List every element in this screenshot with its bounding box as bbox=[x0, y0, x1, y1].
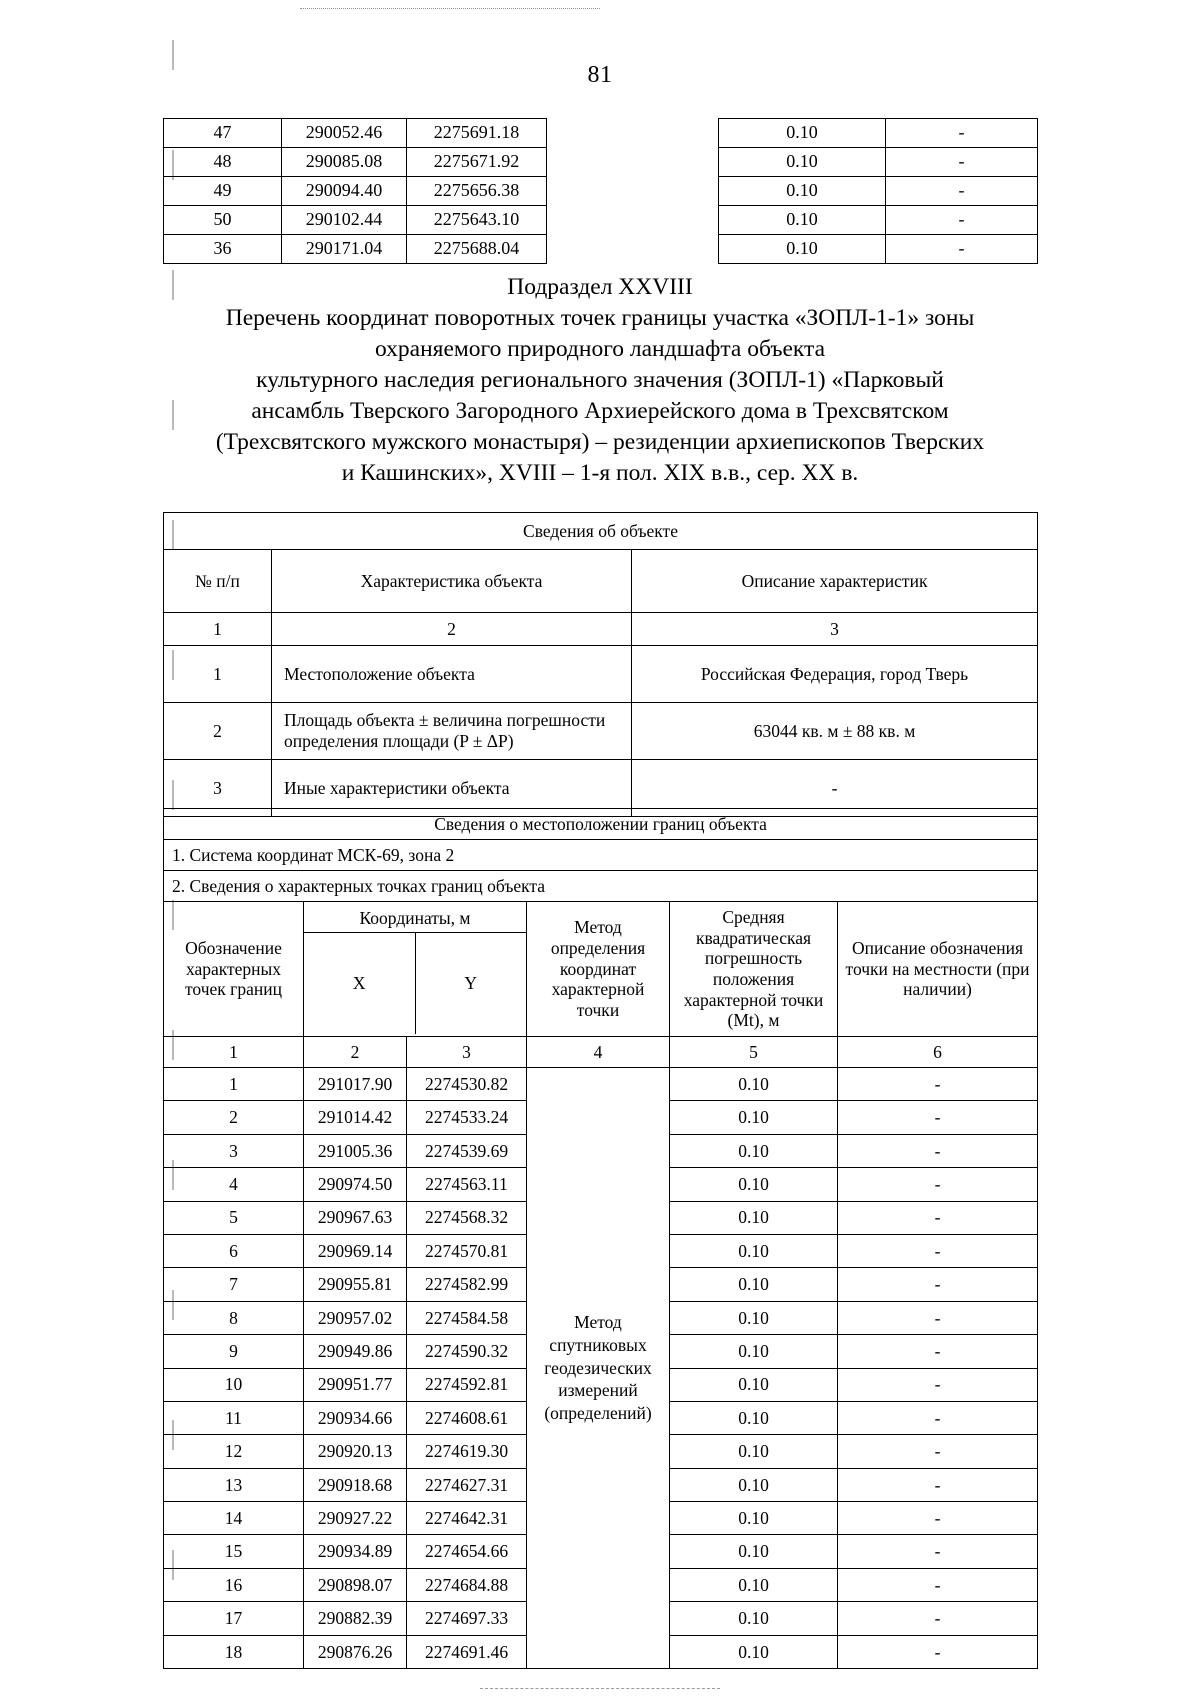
coord-y: 2275643.10 bbox=[407, 206, 547, 235]
coord-x: 290085.08 bbox=[282, 148, 407, 177]
coord-y: 2274590.32 bbox=[407, 1335, 527, 1368]
point-description: - bbox=[838, 1568, 1038, 1601]
col-header-description: Описание обозначения точки на местности (при наличии) bbox=[838, 902, 1038, 1037]
table-header-row bbox=[164, 550, 1038, 613]
col-header-y: Y bbox=[464, 973, 478, 994]
method-cell bbox=[547, 206, 719, 235]
coord-y: 2274582.99 bbox=[407, 1268, 527, 1301]
heading-line-1: Перечень координат поворотных точек границы участка «ЗОПЛ-1-1» зоны bbox=[225, 305, 975, 331]
point-number: 8 bbox=[164, 1301, 304, 1334]
point-description: - bbox=[838, 1535, 1038, 1568]
row-characteristic: Площадь объекта ± величина погрешности определения площади (P ± ΔP) bbox=[272, 703, 632, 760]
col-header-method: Метод определения координат характерной точки bbox=[527, 902, 670, 1037]
table-row bbox=[164, 177, 1038, 206]
col-index-5: 5 bbox=[670, 1037, 838, 1068]
coord-x: 290934.89 bbox=[304, 1535, 407, 1568]
scan-artifact-dots bbox=[300, 8, 600, 9]
col-header-x: X bbox=[304, 933, 416, 1034]
point-number: 10 bbox=[164, 1368, 304, 1401]
table-row bbox=[164, 206, 1038, 235]
coord-x: 290927.22 bbox=[304, 1502, 407, 1535]
mt-value: 0.10 bbox=[670, 1134, 838, 1167]
point-description: - bbox=[886, 119, 1038, 148]
point-number: 49 bbox=[164, 177, 282, 206]
table-title-row bbox=[164, 513, 1038, 550]
point-number: 18 bbox=[164, 1635, 304, 1668]
coord-y: 2275688.04 bbox=[407, 235, 547, 264]
mt-value: 0.10 bbox=[670, 1435, 838, 1468]
point-description: - bbox=[886, 177, 1038, 206]
mt-value: 0.10 bbox=[719, 177, 886, 206]
coord-x: 290882.39 bbox=[304, 1602, 407, 1635]
point-description: - bbox=[838, 1068, 1038, 1101]
point-number: 13 bbox=[164, 1468, 304, 1501]
row-no: 3 bbox=[164, 760, 272, 817]
mt-value: 0.10 bbox=[670, 1335, 838, 1368]
characteristic-points-text: 2. Сведения о характерных точках границ объекта bbox=[164, 871, 1038, 902]
mt-value: 0.10 bbox=[670, 1401, 838, 1434]
point-description: - bbox=[838, 1101, 1038, 1134]
heading-line-2: охраняемого природного ландшафта объекта bbox=[375, 336, 825, 362]
coord-y: 2275691.18 bbox=[407, 119, 547, 148]
coord-y: 2274697.33 bbox=[407, 1602, 527, 1635]
coord-x: 290974.50 bbox=[304, 1168, 407, 1201]
coord-x: 290918.68 bbox=[304, 1468, 407, 1501]
point-description: - bbox=[838, 1268, 1038, 1301]
method-cell bbox=[547, 235, 719, 264]
mt-value: 0.10 bbox=[670, 1535, 838, 1568]
point-description: - bbox=[838, 1635, 1038, 1668]
col-index-1: 1 bbox=[164, 613, 272, 646]
row-description: 63044 кв. м ± 88 кв. м bbox=[632, 703, 1038, 760]
col-index-3: 3 bbox=[407, 1037, 527, 1068]
mt-value: 0.10 bbox=[670, 1068, 838, 1101]
point-number: 50 bbox=[164, 206, 282, 235]
row-characteristic: Местоположение объекта bbox=[272, 646, 632, 703]
point-number: 4 bbox=[164, 1168, 304, 1201]
row-description: - bbox=[632, 760, 1038, 817]
column-index-row bbox=[164, 613, 1038, 646]
point-description: - bbox=[838, 1368, 1038, 1401]
point-number: 3 bbox=[164, 1134, 304, 1167]
row-no: 2 bbox=[164, 703, 272, 760]
coord-x: 291005.36 bbox=[304, 1134, 407, 1167]
table-row bbox=[164, 703, 1038, 760]
table-title-row bbox=[164, 809, 1038, 840]
coord-x: 290920.13 bbox=[304, 1435, 407, 1468]
col-index-2: 2 bbox=[272, 613, 632, 646]
heading-line-5: (Трехсвятского мужского монастыря) – резиденции архиепископов Тверских bbox=[215, 429, 985, 455]
table-row bbox=[164, 646, 1038, 703]
coord-x: 290094.40 bbox=[282, 177, 407, 206]
method-cell bbox=[547, 119, 719, 148]
point-description: - bbox=[838, 1335, 1038, 1368]
mt-value: 0.10 bbox=[670, 1602, 838, 1635]
coordinates-continuation-table bbox=[163, 118, 1038, 264]
mt-value: 0.10 bbox=[719, 235, 886, 264]
mt-value: 0.10 bbox=[670, 1201, 838, 1234]
coord-x: 291017.90 bbox=[304, 1068, 407, 1101]
heading-line-6: и Кашинских», XVIII – 1-я пол. XIX в.в., сер. XX в. bbox=[341, 460, 859, 486]
point-description: - bbox=[838, 1201, 1038, 1234]
page-number: 81 bbox=[587, 62, 613, 88]
mt-value: 0.10 bbox=[670, 1568, 838, 1601]
mt-value: 0.10 bbox=[670, 1502, 838, 1535]
method-cell bbox=[547, 177, 719, 206]
point-description: - bbox=[838, 1468, 1038, 1501]
col-index-6: 6 bbox=[838, 1037, 1038, 1068]
coord-x: 290969.14 bbox=[304, 1234, 407, 1267]
coord-y: 2274584.58 bbox=[407, 1301, 527, 1334]
coord-y: 2275656.38 bbox=[407, 177, 547, 206]
coord-x: 290957.02 bbox=[304, 1301, 407, 1334]
point-description: - bbox=[838, 1234, 1038, 1267]
point-number: 2 bbox=[164, 1101, 304, 1134]
point-description: - bbox=[838, 1168, 1038, 1201]
coord-y: 2274570.81 bbox=[407, 1234, 527, 1267]
mt-value: 0.10 bbox=[670, 1368, 838, 1401]
mt-value: 0.10 bbox=[670, 1268, 838, 1301]
method-value-cell: Метод спутниковых геодезических измерений (определений) bbox=[527, 1068, 670, 1669]
borders-location-table bbox=[163, 808, 1038, 1669]
row-no: 1 bbox=[164, 646, 272, 703]
coord-x: 290898.07 bbox=[304, 1568, 407, 1601]
point-description: - bbox=[838, 1401, 1038, 1434]
col-header-description: Описание характеристик bbox=[632, 550, 1038, 613]
point-number: 17 bbox=[164, 1602, 304, 1635]
coord-y: 2274654.66 bbox=[407, 1535, 527, 1568]
mt-value: 0.10 bbox=[719, 148, 886, 177]
mt-value: 0.10 bbox=[719, 206, 886, 235]
coord-x: 290876.26 bbox=[304, 1635, 407, 1668]
mt-value: 0.10 bbox=[670, 1101, 838, 1134]
col-header-characteristic: Характеристика объекта bbox=[272, 550, 632, 613]
table-row bbox=[164, 119, 1038, 148]
table-row bbox=[164, 235, 1038, 264]
coord-y: 2274563.11 bbox=[407, 1168, 527, 1201]
coordinate-system-row bbox=[164, 840, 1038, 871]
col-header-coordinates-group bbox=[304, 902, 527, 1037]
coord-x: 290967.63 bbox=[304, 1201, 407, 1234]
coord-y: 2274691.46 bbox=[407, 1635, 527, 1668]
point-number: 9 bbox=[164, 1335, 304, 1368]
point-number: 47 bbox=[164, 119, 282, 148]
point-number: 11 bbox=[164, 1401, 304, 1434]
coord-x: 290052.46 bbox=[282, 119, 407, 148]
section-heading bbox=[163, 272, 1037, 489]
point-number: 14 bbox=[164, 1502, 304, 1535]
coord-x: 290171.04 bbox=[282, 235, 407, 264]
coord-x: 290949.86 bbox=[304, 1335, 407, 1368]
mt-value: 0.10 bbox=[719, 119, 886, 148]
coord-y: 2274539.69 bbox=[407, 1134, 527, 1167]
col-header-mt: Средняя квадратическая погрешность положения характерной точки (Mt), м bbox=[670, 902, 838, 1037]
point-description: - bbox=[838, 1435, 1038, 1468]
object-table-title: Сведения об объекте bbox=[164, 513, 1038, 550]
coord-y: 2274627.31 bbox=[407, 1468, 527, 1501]
point-description: - bbox=[838, 1502, 1038, 1535]
col-index-1: 1 bbox=[164, 1037, 304, 1068]
coord-y: 2274568.32 bbox=[407, 1201, 527, 1234]
point-number: 6 bbox=[164, 1234, 304, 1267]
coord-x: 290951.77 bbox=[304, 1368, 407, 1401]
table-header-row bbox=[164, 902, 1038, 1037]
point-description: - bbox=[838, 1301, 1038, 1334]
heading-line-3: культурного наследия регионального значения (ЗОПЛ-1) «Парковый bbox=[256, 367, 944, 393]
subsection-label: Подраздел XXVIII bbox=[507, 274, 693, 300]
coordinate-system-text: 1. Система координат МСК-69, зона 2 bbox=[164, 840, 1038, 871]
footer-rule bbox=[480, 1688, 720, 1689]
point-number: 36 bbox=[164, 235, 282, 264]
method-cell bbox=[547, 148, 719, 177]
coord-y: 2274619.30 bbox=[407, 1435, 527, 1468]
mt-value: 0.10 bbox=[670, 1234, 838, 1267]
object-info-table bbox=[163, 512, 1038, 817]
coord-y: 2274533.24 bbox=[407, 1101, 527, 1134]
point-description: - bbox=[886, 235, 1038, 264]
col-header-point-label: Обозначение характерных точек границ bbox=[164, 902, 304, 1037]
coord-x: 290102.44 bbox=[282, 206, 407, 235]
coord-y: 2274608.61 bbox=[407, 1401, 527, 1434]
coord-y: 2274642.31 bbox=[407, 1502, 527, 1535]
coord-y: 2274592.81 bbox=[407, 1368, 527, 1401]
column-index-row bbox=[164, 1037, 1038, 1068]
col-index-4: 4 bbox=[527, 1037, 670, 1068]
point-number: 48 bbox=[164, 148, 282, 177]
point-description: - bbox=[838, 1602, 1038, 1635]
coord-y: 2275671.92 bbox=[407, 148, 547, 177]
point-number: 15 bbox=[164, 1535, 304, 1568]
point-number: 5 bbox=[164, 1201, 304, 1234]
col-header-coordinates: Координаты, м bbox=[304, 904, 526, 933]
point-description: - bbox=[886, 206, 1038, 235]
coord-y: 2274684.88 bbox=[407, 1568, 527, 1601]
point-description: - bbox=[838, 1134, 1038, 1167]
table-row bbox=[164, 1068, 1038, 1101]
coord-x: 290955.81 bbox=[304, 1268, 407, 1301]
col-header-no: № п/п bbox=[164, 550, 272, 613]
row-description: Российская Федерация, город Тверь bbox=[632, 646, 1038, 703]
mt-value: 0.10 bbox=[670, 1468, 838, 1501]
point-description: - bbox=[886, 148, 1038, 177]
heading-line-4: ансамбль Тверского Загородного Архиерейского дома в Трехсвятском bbox=[251, 398, 949, 424]
point-number: 7 bbox=[164, 1268, 304, 1301]
coord-x: 291014.42 bbox=[304, 1101, 407, 1134]
mt-value: 0.10 bbox=[670, 1301, 838, 1334]
row-characteristic: Иные характеристики объекта bbox=[272, 760, 632, 817]
mt-value: 0.10 bbox=[670, 1168, 838, 1201]
characteristic-points-row bbox=[164, 871, 1038, 902]
borders-table-title: Сведения о местоположении границ объекта bbox=[164, 809, 1038, 840]
col-index-3: 3 bbox=[632, 613, 1038, 646]
coord-y: 2274530.82 bbox=[407, 1068, 527, 1101]
point-number: 16 bbox=[164, 1568, 304, 1601]
point-number: 12 bbox=[164, 1435, 304, 1468]
table-row bbox=[164, 148, 1038, 177]
coord-x: 290934.66 bbox=[304, 1401, 407, 1434]
col-index-2: 2 bbox=[304, 1037, 407, 1068]
point-number: 1 bbox=[164, 1068, 304, 1101]
mt-value: 0.10 bbox=[670, 1635, 838, 1668]
